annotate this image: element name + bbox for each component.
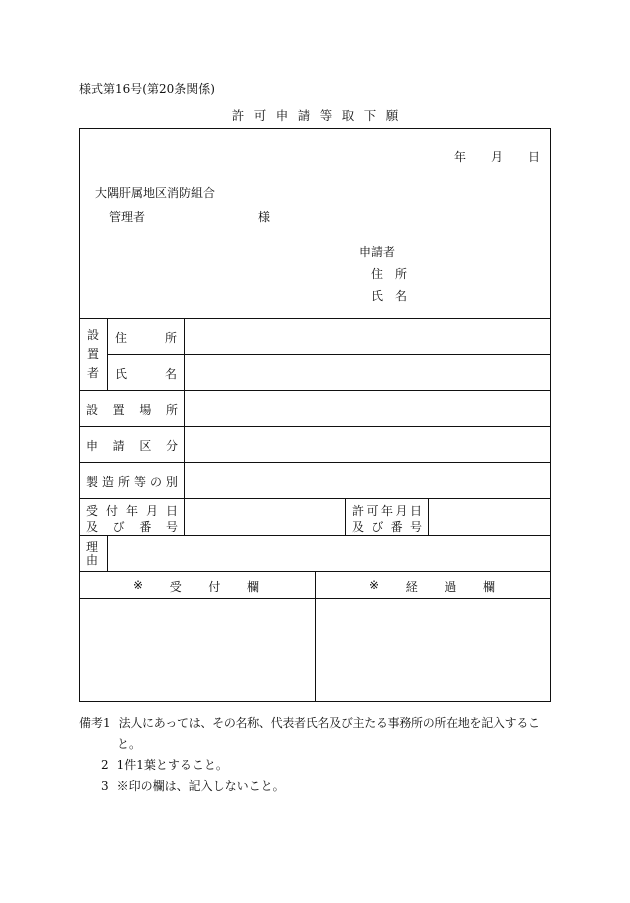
label-char: ※: [133, 578, 144, 592]
remark-item: [79, 776, 559, 797]
addressee-admin: 管理者: [109, 210, 146, 224]
label-char: 番: [139, 520, 152, 534]
label-char: 年: [125, 504, 138, 518]
label-char: 番: [390, 520, 403, 534]
label-char: 所: [117, 475, 130, 489]
remark-continuation: [79, 734, 559, 755]
label-char: 請: [112, 439, 125, 453]
receipt-date-label: [86, 502, 178, 519]
label-char: び: [112, 520, 125, 534]
installer-label: [86, 326, 100, 383]
row-divider: [107, 354, 551, 355]
title-char: 可: [253, 108, 267, 123]
label-char: の: [149, 475, 162, 489]
label-char: 及: [352, 520, 365, 534]
label-char: 受: [86, 504, 99, 518]
label-char: 号: [165, 520, 178, 534]
installer-char: 者: [86, 366, 99, 380]
installer-name-label: [115, 365, 177, 382]
label-char: 年: [380, 504, 393, 518]
remark-item: [79, 755, 559, 776]
day-label: 日: [528, 150, 541, 164]
addressee-org: 大隅肝属地区消防組合: [95, 186, 216, 200]
label-char: 別: [165, 475, 178, 489]
label-char: 月: [145, 504, 158, 518]
label-char: 場: [139, 403, 152, 417]
label-char: 及: [86, 520, 99, 534]
title-char: 申: [275, 108, 289, 123]
form-title: [0, 106, 630, 124]
label-char: 月: [395, 504, 408, 518]
label-char: 分: [165, 439, 178, 453]
title-char: 等: [319, 108, 333, 123]
remark-text: 法人にあっては、その名称、代表者氏名及び主たる事務所の所在地を記入するこ: [118, 716, 540, 730]
installer-char: 設: [86, 328, 99, 342]
col-divider: [184, 318, 185, 535]
title-char: 取: [341, 108, 355, 123]
remark-text: 1件1葉とすること。: [116, 758, 228, 772]
col-divider: [428, 498, 429, 535]
title-char: 下: [363, 108, 377, 123]
remark-number: 備考1: [79, 716, 111, 730]
applicant-address-label: 住 所: [371, 267, 408, 281]
label-char: 欄: [482, 580, 495, 594]
row-divider: [79, 535, 551, 536]
date-line: [454, 148, 540, 165]
label-char: 受: [169, 580, 182, 594]
installer-char: 置: [86, 347, 99, 361]
label-char: 製: [86, 475, 99, 489]
remark-number: 3: [101, 779, 109, 793]
install-place-label: [86, 401, 178, 418]
row-divider: [79, 390, 551, 391]
label-char: 等: [133, 475, 146, 489]
row-divider: [79, 462, 551, 463]
row-divider: [79, 498, 551, 499]
label-char: 号: [409, 520, 422, 534]
label-char: 氏: [115, 367, 128, 381]
label-char: 名: [164, 367, 177, 381]
application-type-label: [86, 437, 178, 454]
label-char: 造: [101, 475, 114, 489]
label-char: 日: [409, 504, 422, 518]
col-divider: [315, 571, 316, 702]
permit-date-label: [352, 502, 422, 519]
receipt-number-label: [86, 518, 178, 535]
col-divider: [107, 535, 108, 571]
label-char: 経: [405, 580, 418, 594]
remark-text: と。: [117, 737, 142, 751]
applicant-name-label: 氏 名: [371, 289, 408, 303]
label-char: 可: [366, 504, 379, 518]
col-divider: [107, 318, 108, 390]
label-char: 設: [86, 403, 99, 417]
form-number: 様式第16号(第20条関係): [79, 82, 215, 96]
title-char: 許: [231, 108, 245, 123]
permit-number-label: [352, 518, 422, 535]
remarks: [79, 713, 559, 797]
label-char: 所: [165, 403, 178, 417]
title-char: 請: [297, 108, 311, 123]
label-char: 日: [165, 504, 178, 518]
row-divider: [79, 318, 551, 319]
label-char: 欄: [246, 580, 259, 594]
facility-type-label: [86, 473, 178, 490]
label-char: 付: [105, 504, 118, 518]
label-char: び: [371, 520, 384, 534]
year-label: 年: [454, 150, 467, 164]
month-label: 月: [491, 150, 504, 164]
label-char: ※: [369, 578, 380, 592]
label-char: 由: [85, 553, 98, 567]
reception-column-header: [133, 578, 259, 595]
label-char: 区: [139, 439, 152, 453]
label-char: 付: [208, 580, 221, 594]
label-char: 置: [112, 403, 125, 417]
addressee-honorific: 様: [258, 210, 271, 224]
applicant-label: 申請者: [359, 245, 396, 259]
label-char: 住: [115, 331, 128, 345]
label-char: 過: [444, 580, 457, 594]
row-divider: [79, 426, 551, 427]
installer-address-label: [115, 329, 177, 346]
reason-label: [85, 541, 99, 567]
progress-column-header: [369, 578, 495, 595]
label-char: 所: [164, 331, 177, 345]
remark-number: 2: [101, 758, 109, 772]
label-char: 申: [86, 439, 99, 453]
col-divider: [345, 498, 346, 535]
remark-text: ※印の欄は、記入しないこと。: [116, 779, 285, 793]
title-char: 願: [385, 108, 399, 123]
remark-item: [79, 713, 559, 734]
label-char: 許: [352, 504, 365, 518]
label-char: 理: [85, 540, 98, 554]
